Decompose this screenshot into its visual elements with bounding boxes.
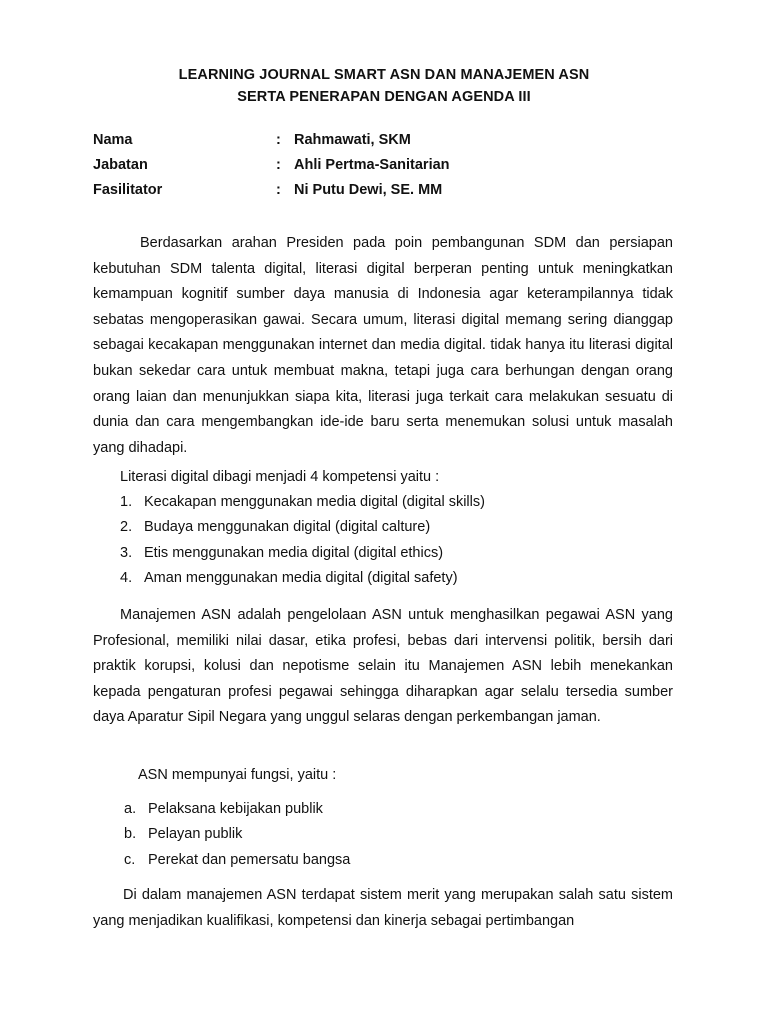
list-text: Budaya menggunakan digital (digital calture) [144, 519, 431, 535]
list-text: Aman menggunakan media digital (digital safety) [144, 570, 458, 586]
list-letter: b. [124, 826, 137, 842]
list-letter: a. [124, 801, 137, 817]
meta-value: Ahli Pertma-Sanitarian [294, 157, 450, 173]
document-title-line2: SERTA PENERAPAN DENGAN AGENDA III [237, 89, 531, 105]
list-text: Perekat dan pemersatu bangsa [148, 852, 351, 868]
meta-value: Rahmawati, SKM [294, 132, 411, 148]
document-title-line1: LEARNING JOURNAL SMART ASN DAN MANAJEMEN ASN [178, 67, 590, 83]
fungsi-intro: ASN mempunyai fungsi, yaitu : [138, 767, 337, 783]
meta-colon: : [276, 182, 281, 198]
list-number: 2. [120, 519, 133, 535]
list-letter: c. [124, 852, 136, 868]
list-number: 3. [120, 545, 133, 561]
list-number: 1. [120, 494, 133, 510]
meta-label: Nama [93, 132, 133, 148]
meta-label: Jabatan [93, 157, 148, 173]
meta-colon: : [276, 157, 281, 173]
meta-label: Fasilitator [93, 182, 163, 198]
kompetensi-intro: Literasi digital dibagi menjadi 4 kompetensi yaitu : [120, 469, 440, 485]
paragraph-sistem-merit: Di dalam manajemen ASN terdapat sistem merit yang merupakan salah satu sistem yang menjadikan kualifikasi, kompetensi dan kinerja sebagai pertimbangan [93, 887, 673, 929]
list-text: Pelayan publik [148, 826, 243, 842]
meta-value: Ni Putu Dewi, SE. MM [294, 182, 443, 198]
list-text: Kecakapan menggunakan media digital (digital skills) [144, 494, 485, 510]
paragraph-manajemen-asn: Manajemen ASN adalah pengelolaan ASN untuk menghasilkan pegawai ASN yang Profesional, memiliki nilai dasar, etika profesi, bebas dari intervensi politik, bersih dari praktik korupsi, kolusi dan nepotisme selain itu Manajemen ASN lebih menekankan kepada pengaturan profesi pegawai sehingga diharapkan agar selalu tersedia sumber daya Aparatur Sipil Negara yang unggul selaras dengan perkembangan jaman. [93, 607, 673, 726]
meta-colon: : [276, 132, 281, 148]
list-number: 4. [120, 570, 133, 586]
list-text: Pelaksana kebijakan publik [148, 801, 323, 817]
paragraph-literasi-digital: Berdasarkan arahan Presiden pada poin pembangunan SDM dan persiapan kebutuhan SDM talenta digital, literasi digital berperan penting untuk meningkatkan kemampuan kognitif sumber daya manusia di Indonesia agar keterampilannya tidak sebatas mengoperasikan gawai. Secara umum, literasi digital memang sering dianggap sebagai kecakapan menggunakan internet dan media digital. tidak hanya itu literasi digital bukan sekedar cara untuk membuat makna, tetapi juga cara berhungan dengan orang orang laian dan menunjukkan siapa kita, literasi juga terkait cara melakukan sesuatu di dunia dan cara mengembangkan ide-ide baru serta menemukan solusi untuk masalah yang dihadapi. [93, 235, 673, 456]
list-text: Etis menggunakan media digital (digital ethics) [144, 545, 444, 561]
